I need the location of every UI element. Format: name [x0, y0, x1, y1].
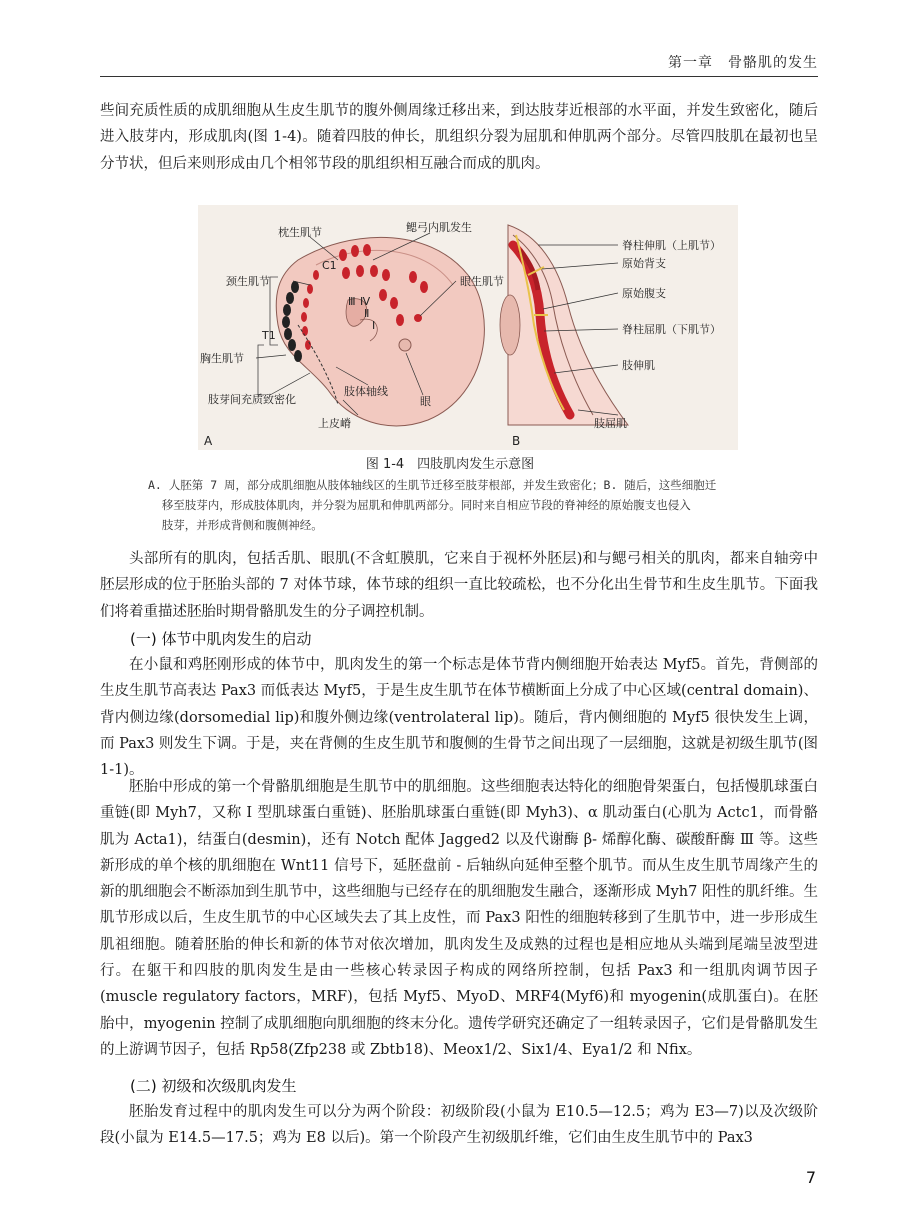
label-roman-1: Ⅰ [372, 319, 376, 332]
caption-line-2: 移至肢芽内，形成肢体肌肉，并分裂为屈肌和伸肌两部分。同时来自相应节段的脊神经的原始腹支也侵入 [161, 498, 691, 512]
section-heading-1: (一) 体节中肌肉发生的启动 [130, 630, 312, 648]
caption-line-1: A. 人胚第 7 周，部分成肌细胞从肢体轴线区的生肌节迁移至肢芽根部，并发生致密化；B. 随后，这些细胞迁 [148, 478, 717, 492]
paragraph-4: 胚胎中形成的第一个骨骼肌细胞是生肌节中的肌细胞。这些细胞表达特化的细胞骨架蛋白，包括慢肌球蛋白重链(即 Myh7，又称 Ⅰ 型肌球蛋白重链)、胚胎肌球蛋白重链(即 Myh3)、α 肌动蛋白(心肌为 Actc1，而骨骼肌为 Acta1)，结蛋白(desmin)，还有 Notch 配体 Jagged2 以及代谢酶 β- 烯醇化酶、碳酸酐酶 Ⅲ 等。这些新形成的单个核的肌细胞在 Wnt11 信号下，延胚盘前 - 后轴纵向延伸至整个肌节。而从生皮生肌节周缘产生的新的肌细胞会不断添加到生肌节中，这些细胞与已经存在的肌细胞发生融合，逐渐形成 Myh7 阳性的肌纤维。生肌节形成以后，生皮生肌节的中心区域失去了其上皮性，而 Pax3 阳性的细胞转移到了生肌节中，进一步形成生肌祖细胞。随着胚胎的伸长和新的体节对依次增加，肌肉发生及成熟的过程也是相应地从头端到尾端呈波型进行。在躯干和四肢的肌肉发生是由一些核心转录因子构成的网络所控制，包括 Pax3 和一组肌肉调节因子(muscle regulatory factors，MRF)，包括 Myf5、MyoD、MRF4(Myf6)和 myogenin(成肌蛋白)。在胚胎中，myogenin 控制了成肌细胞向肌细胞的终末分化。遗传学研究还确定了一组转录因子，它们是骨骼肌发生的上游调节因子，包括 Rp58(Zfp238 或 Zbtb18)、Meox1/2、Six1/4、Eya1/2 和 Nfix。 [100, 779, 818, 1058]
paragraph-5: 胚胎发育过程中的肌肉发生可以分为两个阶段：初级阶段(小鼠为 E10.5—12.5；鸡为 E3—7)以及次级阶段(小鼠为 E14.5—17.5；鸡为 E8 以后)。第一个阶段产生初级肌纤维，它们由生皮生肌节中的 Pax3 [100, 1104, 818, 1147]
label-epaxial: 脊柱伸肌（上肌节） [622, 239, 721, 252]
paragraph-2: 头部所有的肌肉，包括舌肌、眼肌(不含虹膜肌，它来自于视杯外胚层)和与鳃弓相关的肌肉，都来自轴旁中胚层形成的位于胚胎头部的 7 对体节球，体节球的组织一直比较疏松，也不分化出生骨节和生皮生肌节。下面我们将着重描述胚胎时期骨骼肌发生的分子调控机制。 [100, 551, 818, 620]
caption-line-3: 肢芽，并形成背侧和腹侧神经。 [161, 518, 323, 532]
label-c1: C1 [322, 259, 337, 272]
panel-b-letter: B [512, 434, 521, 448]
figure-caption-text [148, 475, 780, 535]
label-limb-flexor: 肢屈肌 [594, 417, 627, 430]
section-heading-2: (二) 初级和次级肌肉发生 [130, 1077, 297, 1095]
header-rule [100, 76, 818, 77]
label-cervical: 颈生肌节 [226, 275, 270, 288]
label-ventral-branch: 原始腹支 [622, 287, 666, 300]
paragraph-1: 些间充质性质的成肌细胞从生皮生肌节的腹外侧周缘迁移出来，到达肢芽近根部的水平面，并发生致密化，随后进入肢芽内，形成肌肉(图 1-4)。随着四肢的伸长，肌组织分裂为屈肌和伸肌两个部分。尽管四肢肌在最初也呈分节状，但后来则形成由几个相邻节段的肌组织相互融合而成的肌肉。 [100, 103, 818, 172]
label-branchial: 鳃弓内肌发生 [406, 221, 472, 234]
panel-b-section [500, 225, 721, 448]
figure-illustration [198, 205, 738, 450]
label-eye: 眼 [420, 395, 431, 408]
panel-a-letter: A [204, 434, 213, 448]
figure-1-4 [198, 205, 738, 450]
label-condensation: 肢芽间充质致密化 [208, 393, 296, 406]
label-thoracic: 胸生肌节 [200, 352, 244, 365]
label-roman-3: Ⅲ [348, 295, 356, 308]
label-epidermal-ridge: 上皮嵴 [318, 417, 351, 430]
chapter-header: 第一章 骨骼肌的发生 [668, 55, 818, 71]
label-t1: T1 [262, 329, 276, 342]
label-limb-axis: 肢体轴线 [344, 385, 388, 398]
label-occipital: 枕生肌节 [278, 226, 322, 239]
label-hypaxial: 脊柱屈肌（下肌节） [622, 323, 721, 336]
label-eye-myotome: 眼生肌节 [460, 275, 504, 288]
label-dorsal-branch: 原始背支 [622, 257, 666, 270]
label-roman-4: Ⅳ [360, 295, 371, 308]
label-limb-extensor: 肢伸肌 [622, 359, 655, 372]
label-roman-2: Ⅱ [364, 307, 370, 320]
figure-caption-title: 图 1-4 四肢肌肉发生示意图 [365, 457, 535, 472]
paragraph-3: 在小鼠和鸡胚刚形成的体节中，肌肉发生的第一个标志是体节背内侧细胞开始表达 Myf5。首先，背侧部的生皮生肌节高表达 Pax3 而低表达 Myf5，于是生皮生肌节在体节横断面上分成了中心区域(central domain)、背内侧边缘(dorsomedial lip)和腹外侧边缘(ventrolateral lip)。随后，背内侧细胞的 Myf5 很快发生上调，而 Pax3 则发生下调。于是，夹在背侧的生皮生肌节和腹侧的生骨节之间出现了一层细胞，这就是初级生肌节(图 1-1)。 [100, 657, 818, 779]
panel-a-embryo [200, 220, 504, 448]
page-number: 7 [805, 1168, 816, 1187]
